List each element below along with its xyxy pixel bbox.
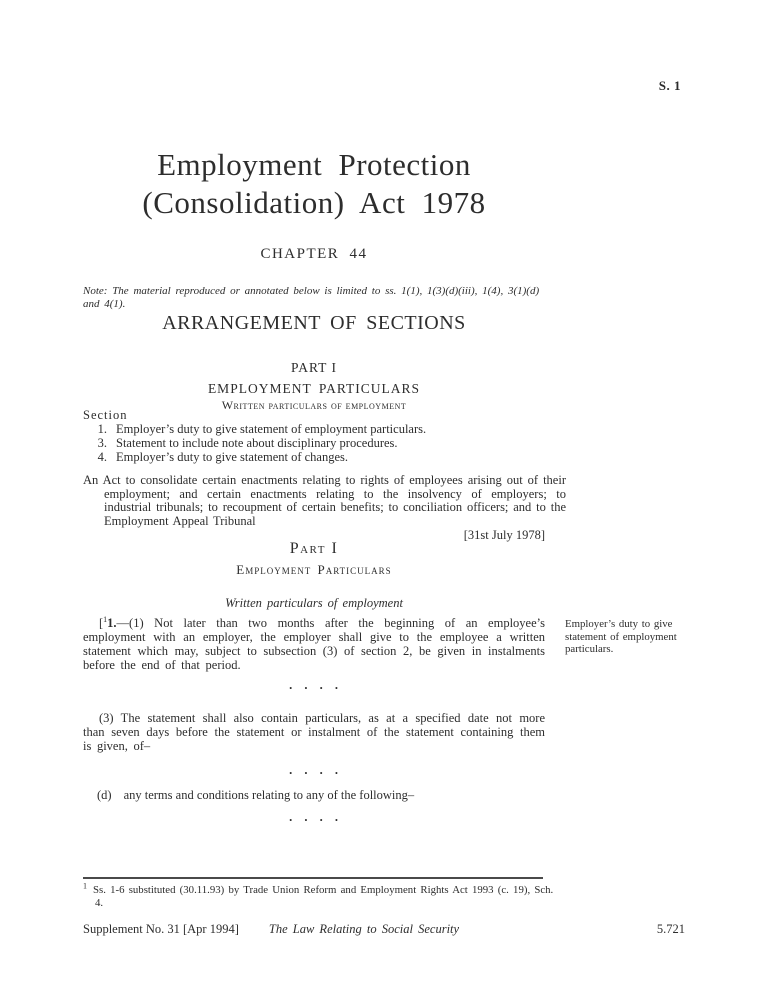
paragraph-d [83,788,559,803]
section-1-subsection-3: (3) The statement shall also contain particulars, as at a specified date not more than seven days before the statement or instalment of the statement containing them is given, of– [83,711,545,753]
subsection-1-text: —(1) Not later than two months after the beginning of an employee’s employment with an employer, the employer shall give to the employee a written statement which may, subject to subsection (3) of section 2, be given in instalments before the end of that period. [83,616,545,672]
footer-supplement-info: Supplement No. 31 [Apr 1994] [83,922,239,936]
footer-publication-title: The Law Relating to Social Security [268,922,460,936]
section-list-item [83,451,545,465]
section-item-text: Employer’s duty to give statement of employment particulars. [116,422,427,436]
act-title-line-1: Employment Protection [157,147,471,182]
chapter-heading: CHAPTER 44 [260,246,368,262]
crossheading-italic: Written particulars of employment [225,596,403,610]
footnote [83,881,563,909]
running-head-section-number: S. 1 [658,78,681,93]
arrangement-part-subject: EMPLOYMENT PARTICULARS [207,381,421,396]
section-item-text: Statement to include note about disciplinary procedures. [116,435,398,450]
section-item-number: 3. [97,435,107,450]
footnote-divider-rule [83,877,543,879]
section-list [83,423,545,464]
arrangement-of-sections-heading: ARRANGEMENT OF SECTIONS [162,312,466,334]
section-item-text: Employer’s duty to give statement of changes. [116,449,349,464]
omission-dots: . . . . [289,810,339,824]
section-list-item [83,437,545,451]
royal-assent-date: [31st July 1978] [463,528,545,542]
arrangement-group-heading: Written particulars of employment [221,398,407,412]
act-title [83,146,545,222]
arrangement-part-heading: PART I [290,360,338,375]
paragraph-d-marker: (d) [97,788,112,802]
footer-page-number: 5.721 [656,922,685,936]
section-column-label: Section [83,408,128,422]
body-part-subject: Employment Particulars [236,562,392,577]
act-title-line-2: (Consolidation) Act 1978 [142,185,486,220]
omission-dots: . . . . [289,763,339,777]
section-list-item [83,423,545,437]
section-1-subsection-1 [83,616,545,672]
scope-note: Note: The material reproduced or annotated below is limited to ss. 1(1), 1(3)(d)(iii), 1(4), 3(1)(d) and 4(1). [83,285,540,310]
paragraph-d-text: any terms and conditions relating to any of the following– [123,788,415,802]
footnote-text: Ss. 1-6 substituted (30.11.93) by Trade Union Reform and Employment Rights Act 1993 (c. 19), Sch. 4. [93,884,554,909]
section-number-bold: 1. [107,616,117,630]
section-item-number: 1. [97,422,107,436]
footnote-number: 1 [83,881,87,891]
body-part-heading: Part I [289,540,339,557]
omission-dots: . . . . [289,678,339,692]
open-bracket: [ [99,616,104,630]
act-preamble: An Act to consolidate certain enactments relating to rights of employees arising out of their employment; and certain enactments relating to the insolvency of employers; to industrial tribunals; to recoupment of certain benefits; to conciliation officers; and to the Employment Appeal Tribunal [83,473,566,528]
section-item-number: 4. [97,449,107,464]
marginal-sidenote: Employer’s duty to give statement of employment particulars. [565,618,677,656]
footnote-reference-mark: 1 [103,614,108,624]
